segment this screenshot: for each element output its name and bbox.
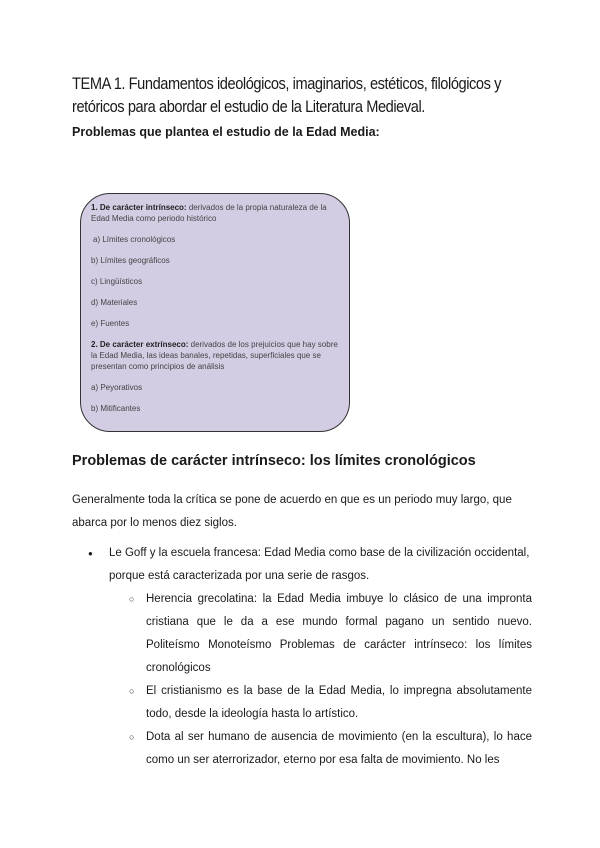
problems-summary-box — [80, 193, 350, 432]
box-sub2-a: a) Peyorativos — [91, 383, 143, 392]
sub-bullet-list — [109, 588, 532, 772]
box-sub-e: e) Fuentes — [91, 319, 130, 328]
bullet-le-goff: Le Goff y la escuela francesa: Edad Media como base de la civilización occidental, porque está caracterizada por una serie de rasgos. — [109, 547, 530, 582]
subtitle: Problemas que plantea el estudio de la Edad Media: — [72, 125, 380, 139]
intro-paragraph: Generalmente toda la crítica se pone de acuerdo en que es un periodo muy largo, que abarca por lo menos diez siglos. — [72, 494, 512, 529]
bullet-list — [72, 542, 532, 772]
box-item-1 — [91, 202, 339, 224]
document-title: TEMA 1. Fundamentos ideológicos, imaginarios, estéticos, filológicos y retóricos para abordar el estudio de la Literatura Medieval. — [72, 74, 502, 116]
box-sub-b: b) Límites geográficos — [91, 256, 170, 265]
box-item-2-heading: 2. De carácter extrínseco: — [91, 340, 189, 349]
list-item: ○ Dota al ser humano de ausencia de movimiento (en la escultura), lo hace como un ser aterrorizador, eterno por esa falta de movimiento. No les — [109, 726, 532, 772]
box-item-1-heading: 1. De carácter intrínseco: — [91, 203, 187, 212]
box-sub-a: a) Límites cronológicos — [93, 235, 176, 244]
list-item: ○ Herencia grecolatina: la Edad Media imbuye lo clásico de una impronta cristiana que le da a ese mundo formal pagano un sentido nuevo. Politeísmo Monoteísmo Problemas de carácter intrínseco: los límites cronológicos — [109, 588, 532, 680]
section-heading: Problemas de carácter intrínseco: los límites cronológicos — [72, 453, 476, 469]
box-sub-c: c) Lingüísticos — [91, 277, 143, 286]
box-item-2 — [91, 339, 339, 372]
box-item-1-text: derivados de la propia naturaleza de la Edad Media como periodo histórico — [91, 203, 327, 223]
list-item: ○ El cristianismo es la base de la Edad Media, lo impregna absolutamente todo, desde la ideología hasta lo artístico. — [109, 680, 532, 726]
list-item — [72, 542, 532, 772]
box-sub-d: d) Materiales — [91, 298, 138, 307]
box-item-2-text: derivados de los prejuicios que hay sobre la Edad Media, las ideas banales, repetidas, superficiales que se presentan como principios de análisis — [91, 340, 338, 371]
box-sub2-b: b) Mitificantes — [91, 404, 141, 413]
